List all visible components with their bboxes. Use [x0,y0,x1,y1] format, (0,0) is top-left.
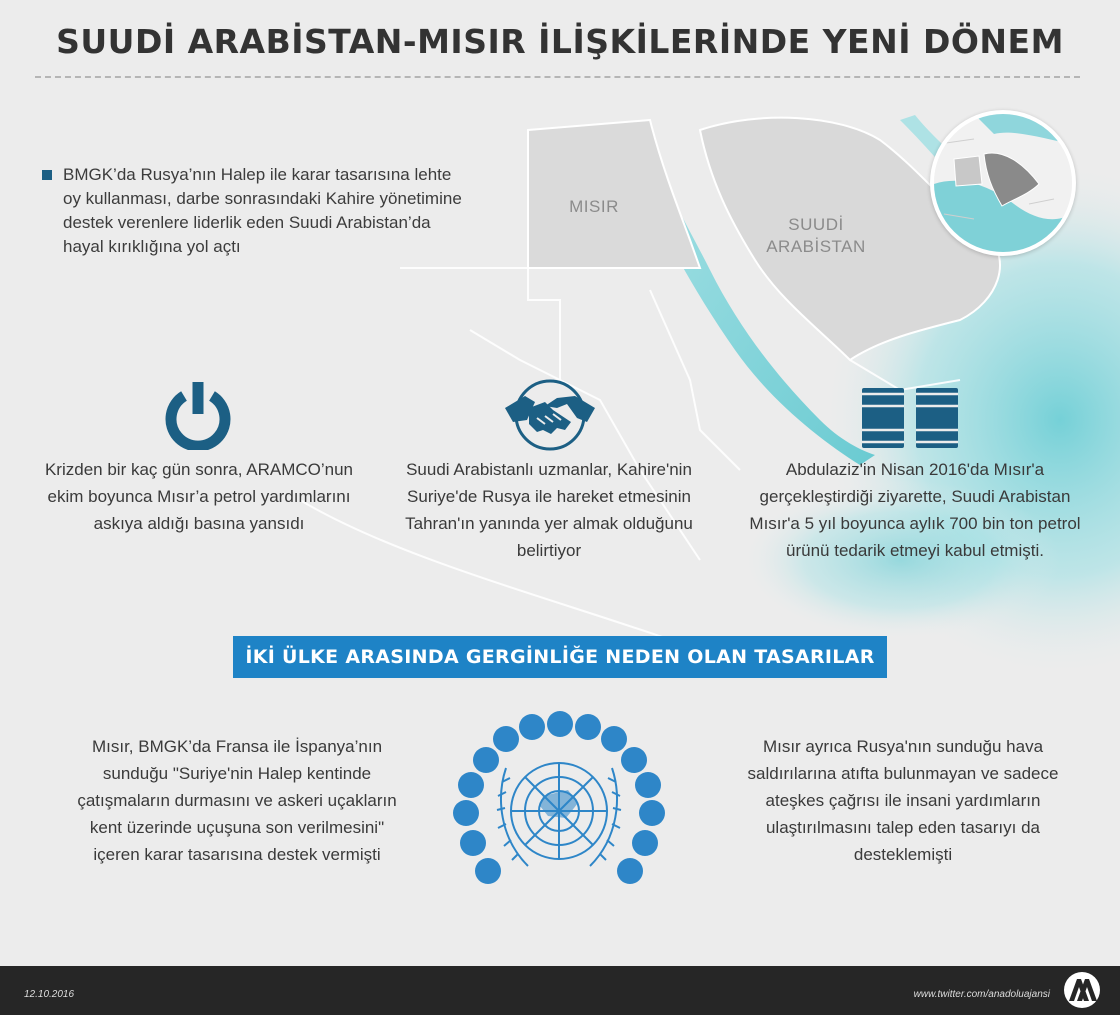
resolution-russia-text: Mısır ayrıca Rusya'nın sunduğu hava saldırılarına atıfta bulunmayan ve sadece ateşkes çağrısı ile insani yardımların ulaştırılmasını talep eden tasarıyı da desteklemişti [747,737,1059,864]
handshake-icon [505,378,595,452]
map-label-saudi-line2: ARABİSTAN [766,237,866,256]
page-title: SUUDİ ARABİSTAN-MISIR İLİŞKİLERİNDE YENİ DÖNEM [56,22,1064,61]
map-label-saudi-line1: SUUDİ [788,215,844,234]
square-bullet-icon [42,170,52,180]
locator-map-icon [934,114,1072,252]
locator-inset-map [930,110,1076,256]
intro-paragraph [42,163,472,259]
title-divider [35,76,1080,78]
un-emblem-icon [448,708,668,890]
twitter-link[interactable]: www.twitter.com/anadoluajansi [913,989,1050,1000]
footer-bar [0,966,1120,1015]
footer-date: 12.10.2016 [24,989,75,1000]
power-icon [163,380,233,450]
fact-oil-agreement: Abdulaziz'in Nisan 2016'da Mısır'a gerçekleştirdiği ziyarette, Suudi Arabistan Mısır'a 5 yıl boyunca aylık 700 bin ton petrol ürünü tedarik etmeyi kabul etmişti. [749,460,1081,560]
fact-experts: Suudi Arabistanlı uzmanlar, Kahire'nin Suriye'de Rusya ile hareket etmesinin Tahran'ın yanında yer almak olduğunu belirtiyor [405,460,693,560]
intro-text: BMGK’da Rusya’nın Halep ile karar tasarısına lehte oy kullanması, darbe sonrasındaki Kahire yönetimine destek verenlere liderlik eden Suudi Arabistan’da hayal kırıklığına yol açtı [63,165,462,256]
fact-aramco: Krizden bir kaç gün sonra, ARAMCO’nun ekim boyunca Mısır’a petrol yardımlarını askıya aldığı basına yansıdı [44,460,354,533]
map-label-saudi [755,214,877,258]
map-label-egypt: MISIR [569,197,619,216]
resolution-france-spain-text: Mısır, BMGK’da Fransa ile İspanya’nın sunduğu "Suriye'nin Halep kentinde çatışmaların durmasını ve askeri uçakların kent üzerinde uçuşuna son verilmesini" içeren karar tasarısına destek vermişti [77,737,397,864]
aa-logo-icon [1063,971,1101,1009]
section-banner: İKİ ÜLKE ARASINDA GERGİNLİĞE NEDEN OLAN TASARILAR [233,636,887,678]
oil-barrels-icon [860,386,960,450]
